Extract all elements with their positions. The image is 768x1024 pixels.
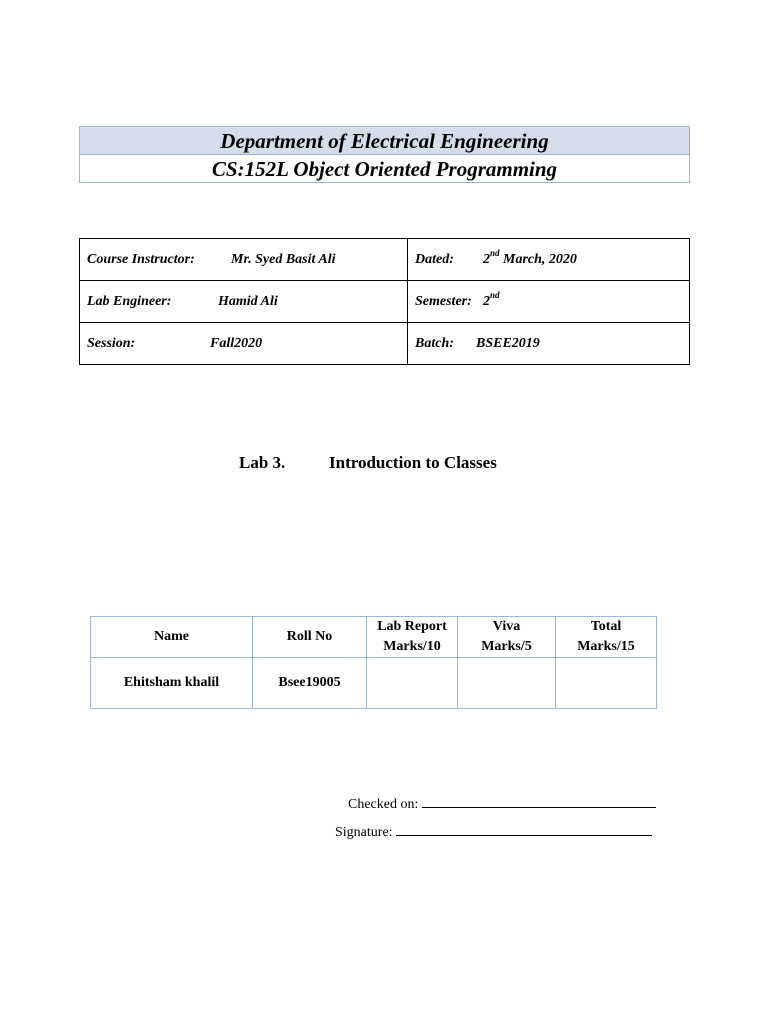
dated-cell: [408, 239, 690, 281]
signature-line[interactable]: [396, 821, 652, 836]
instructor-cell: [80, 239, 408, 281]
batch-value: BSEE2019: [476, 335, 540, 351]
header-viva: Viva Marks/5: [458, 617, 556, 658]
dated-value: 2nd March, 2020: [483, 247, 577, 267]
table-row: [91, 658, 657, 709]
student-name: Ehitsham khalil: [91, 658, 253, 709]
batch-label: Batch:: [415, 335, 454, 351]
session-cell: [80, 323, 408, 365]
signature-field: [335, 821, 652, 841]
session-label: Session:: [87, 335, 136, 351]
session-value: Fall2020: [210, 335, 263, 351]
total-marks[interactable]: [556, 658, 657, 709]
semester-label: Semester:: [415, 293, 472, 309]
marks-table: [90, 616, 657, 709]
student-roll: Bsee19005: [253, 658, 367, 709]
checked-on-field: [348, 793, 656, 813]
header-table: [79, 126, 690, 183]
checked-on-label: Checked on:: [348, 797, 419, 812]
instructor-value: Mr. Syed Basit Ali: [231, 251, 336, 267]
lab-report-marks[interactable]: [367, 658, 458, 709]
info-table: [79, 238, 690, 365]
header-lab-report: Lab Report Marks/10: [367, 617, 458, 658]
lab-number: Lab 3.: [239, 453, 286, 472]
header-total: Total Marks/15: [556, 617, 657, 658]
signature-label: Signature:: [335, 825, 393, 840]
header-roll: Roll No: [253, 617, 367, 658]
engineer-value: Hamid Ali: [218, 293, 278, 309]
lab-name: Introduction to Classes: [329, 453, 497, 472]
viva-marks[interactable]: [458, 658, 556, 709]
lab-title: [239, 453, 497, 473]
semester-cell: [408, 281, 690, 323]
engineer-cell: [80, 281, 408, 323]
engineer-label: Lab Engineer:: [87, 293, 172, 309]
dated-label: Dated:: [415, 251, 454, 267]
instructor-label: Course Instructor:: [87, 251, 195, 267]
course-title: CS:152L Object Oriented Programming: [80, 155, 690, 183]
batch-cell: [408, 323, 690, 365]
checked-on-line[interactable]: [422, 793, 656, 808]
department-title: Department of Electrical Engineering: [80, 127, 690, 155]
header-name: Name: [91, 617, 253, 658]
semester-value: 2nd: [483, 289, 500, 309]
